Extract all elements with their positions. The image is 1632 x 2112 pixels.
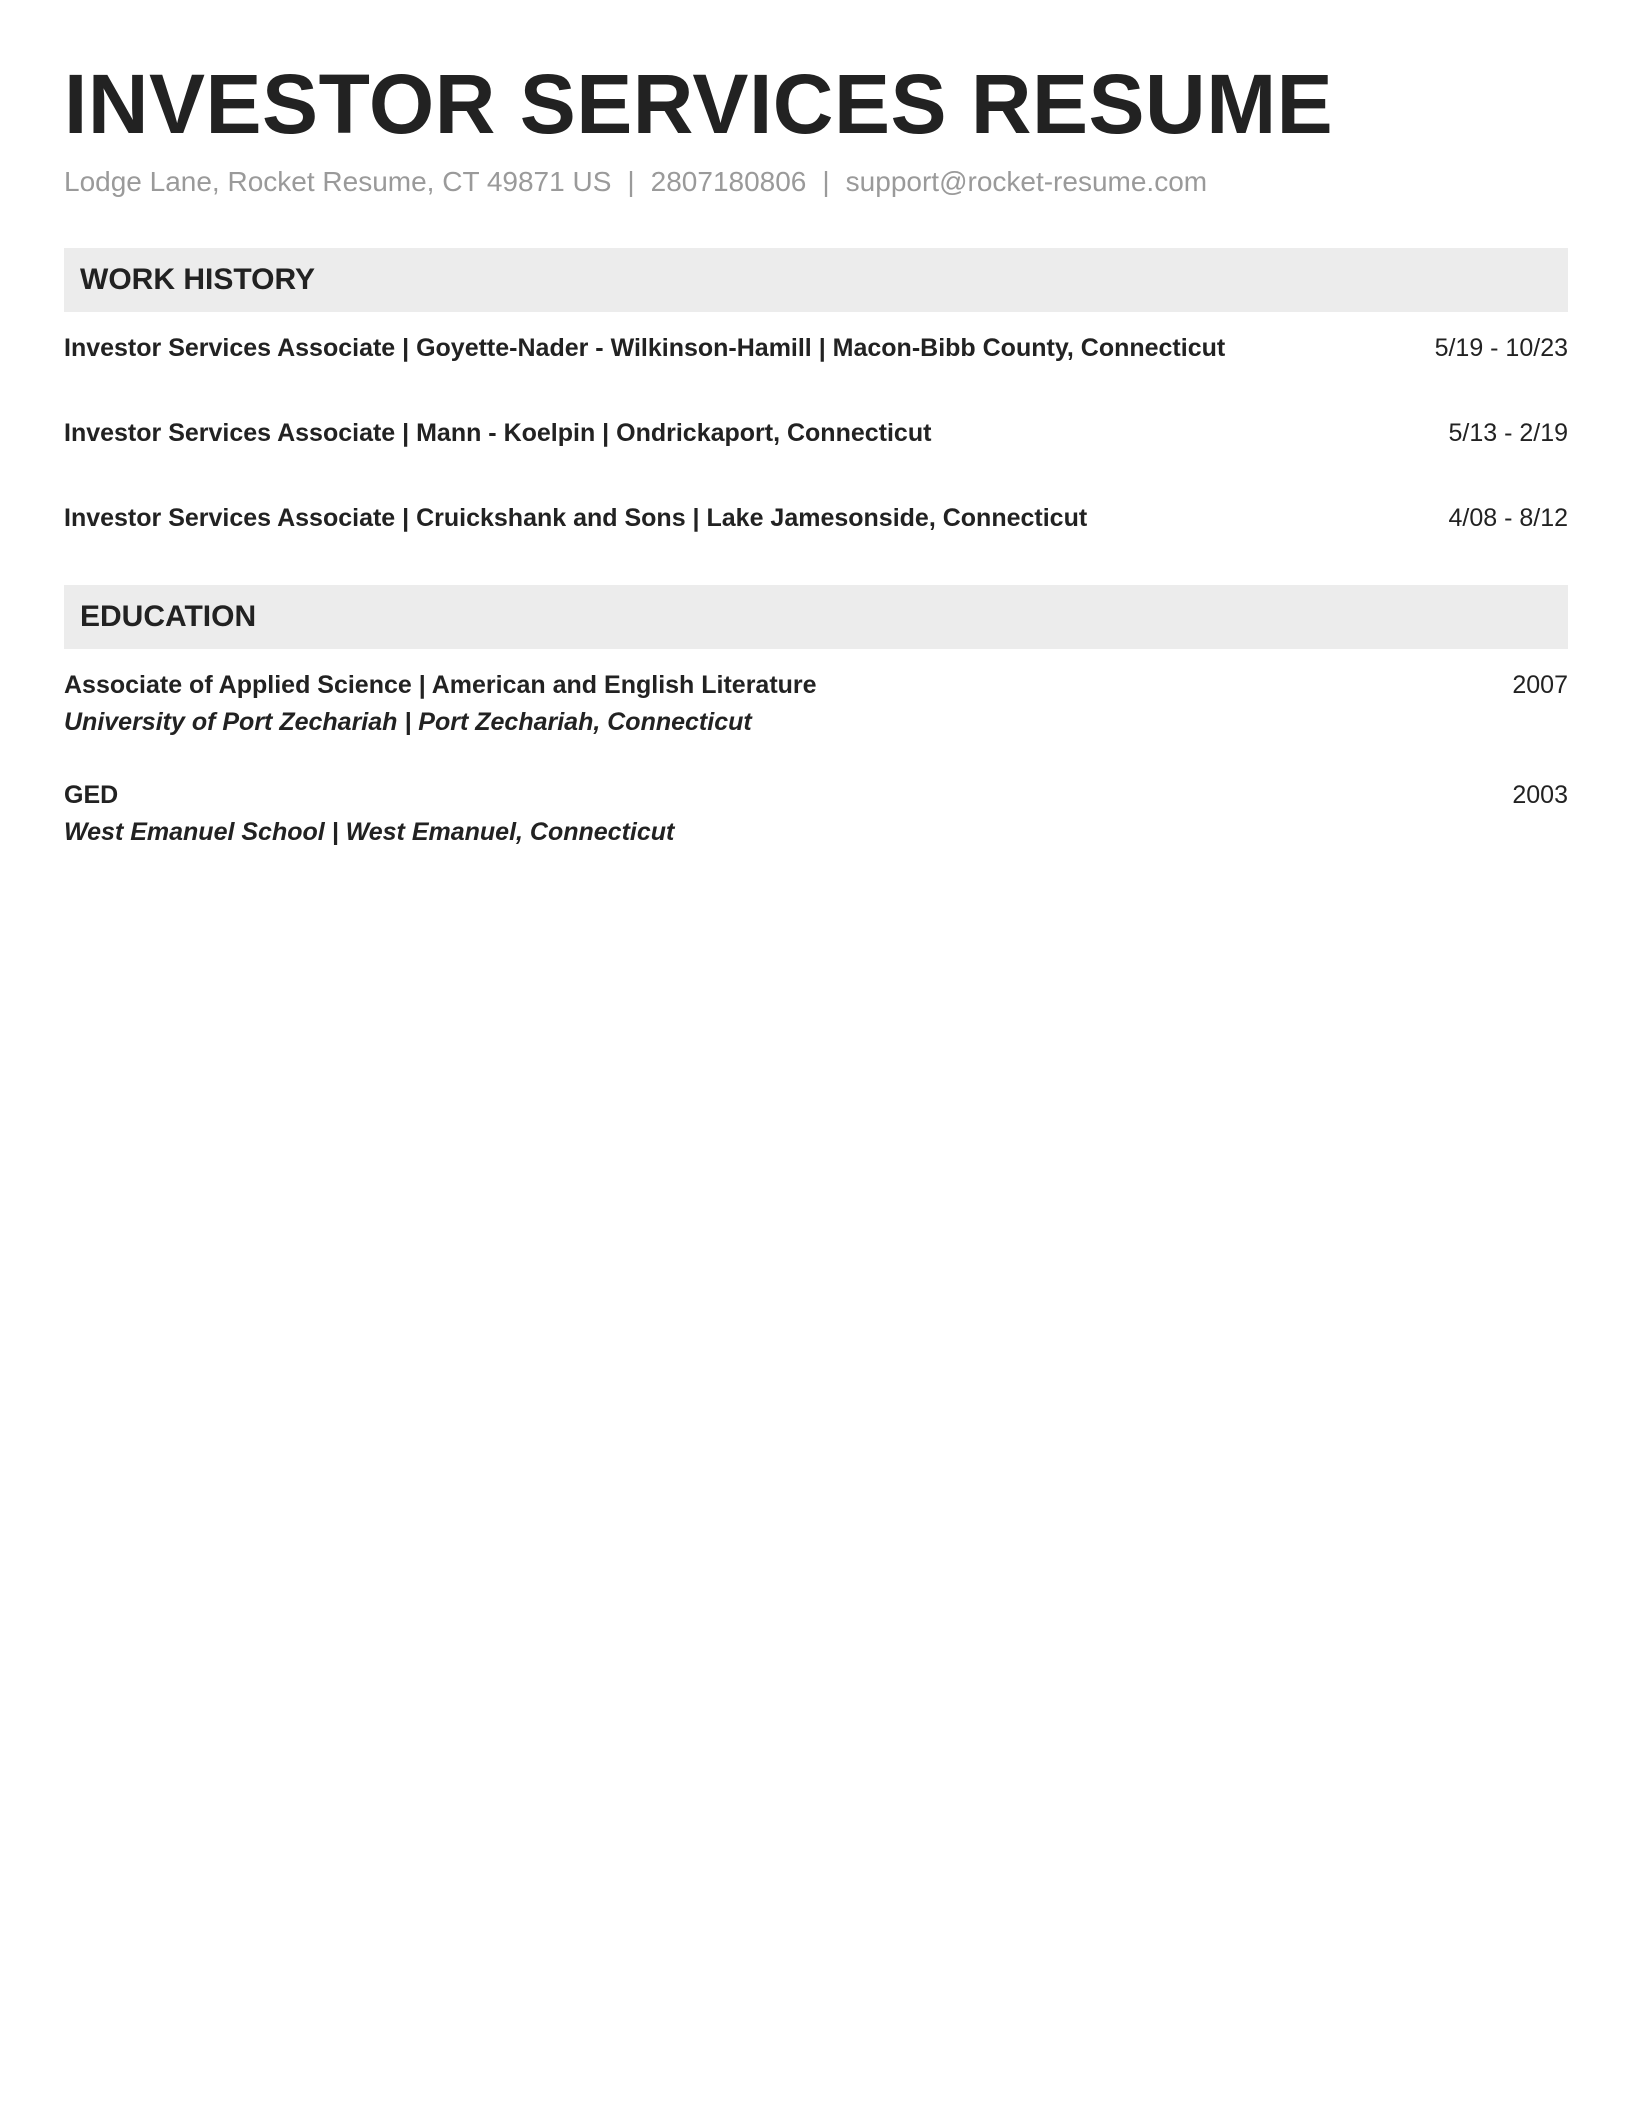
education-school: University of Port Zechariah | Port Zechariah, Connecticut bbox=[64, 708, 752, 737]
job-title: Investor Services Associate | Mann - Koelpin | Ondrickaport, Connecticut bbox=[64, 419, 932, 448]
education-year: 2007 bbox=[1512, 671, 1568, 700]
contact-address: Lodge Lane, Rocket Resume, CT 49871 US bbox=[64, 166, 612, 198]
education-school: West Emanuel School | West Emanuel, Connecticut bbox=[64, 818, 675, 847]
job-title: Investor Services Associate | Cruickshank and Sons | Lake Jamesonside, Connecticut bbox=[64, 504, 1088, 533]
resume-title: INVESTOR SERVICES RESUME bbox=[64, 57, 1334, 151]
education-year: 2003 bbox=[1512, 781, 1568, 810]
contact-separator: | bbox=[822, 166, 830, 198]
contact-line bbox=[64, 166, 1568, 198]
job-entry bbox=[64, 419, 1568, 448]
job-dates: 5/13 - 2/19 bbox=[1448, 419, 1568, 448]
education-row bbox=[64, 671, 1568, 700]
education-entry bbox=[64, 781, 1568, 847]
education-row bbox=[64, 781, 1568, 810]
education-degree: GED bbox=[64, 781, 119, 810]
work-history-heading: WORK HISTORY bbox=[64, 248, 1568, 312]
education-entry bbox=[64, 671, 1568, 737]
contact-email: support@rocket-resume.com bbox=[845, 166, 1208, 198]
job-dates: 5/19 - 10/23 bbox=[1434, 334, 1568, 363]
contact-separator: | bbox=[627, 166, 635, 198]
education-heading: EDUCATION bbox=[64, 585, 1568, 649]
job-entry bbox=[64, 334, 1568, 363]
job-dates: 4/08 - 8/12 bbox=[1448, 504, 1568, 533]
job-title: Investor Services Associate | Goyette-Nader - Wilkinson-Hamill | Macon-Bibb County, Connecticut bbox=[64, 334, 1226, 363]
education-degree: Associate of Applied Science | American and English Literature bbox=[64, 671, 817, 700]
contact-phone: 2807180806 bbox=[650, 166, 807, 198]
job-entry bbox=[64, 504, 1568, 533]
